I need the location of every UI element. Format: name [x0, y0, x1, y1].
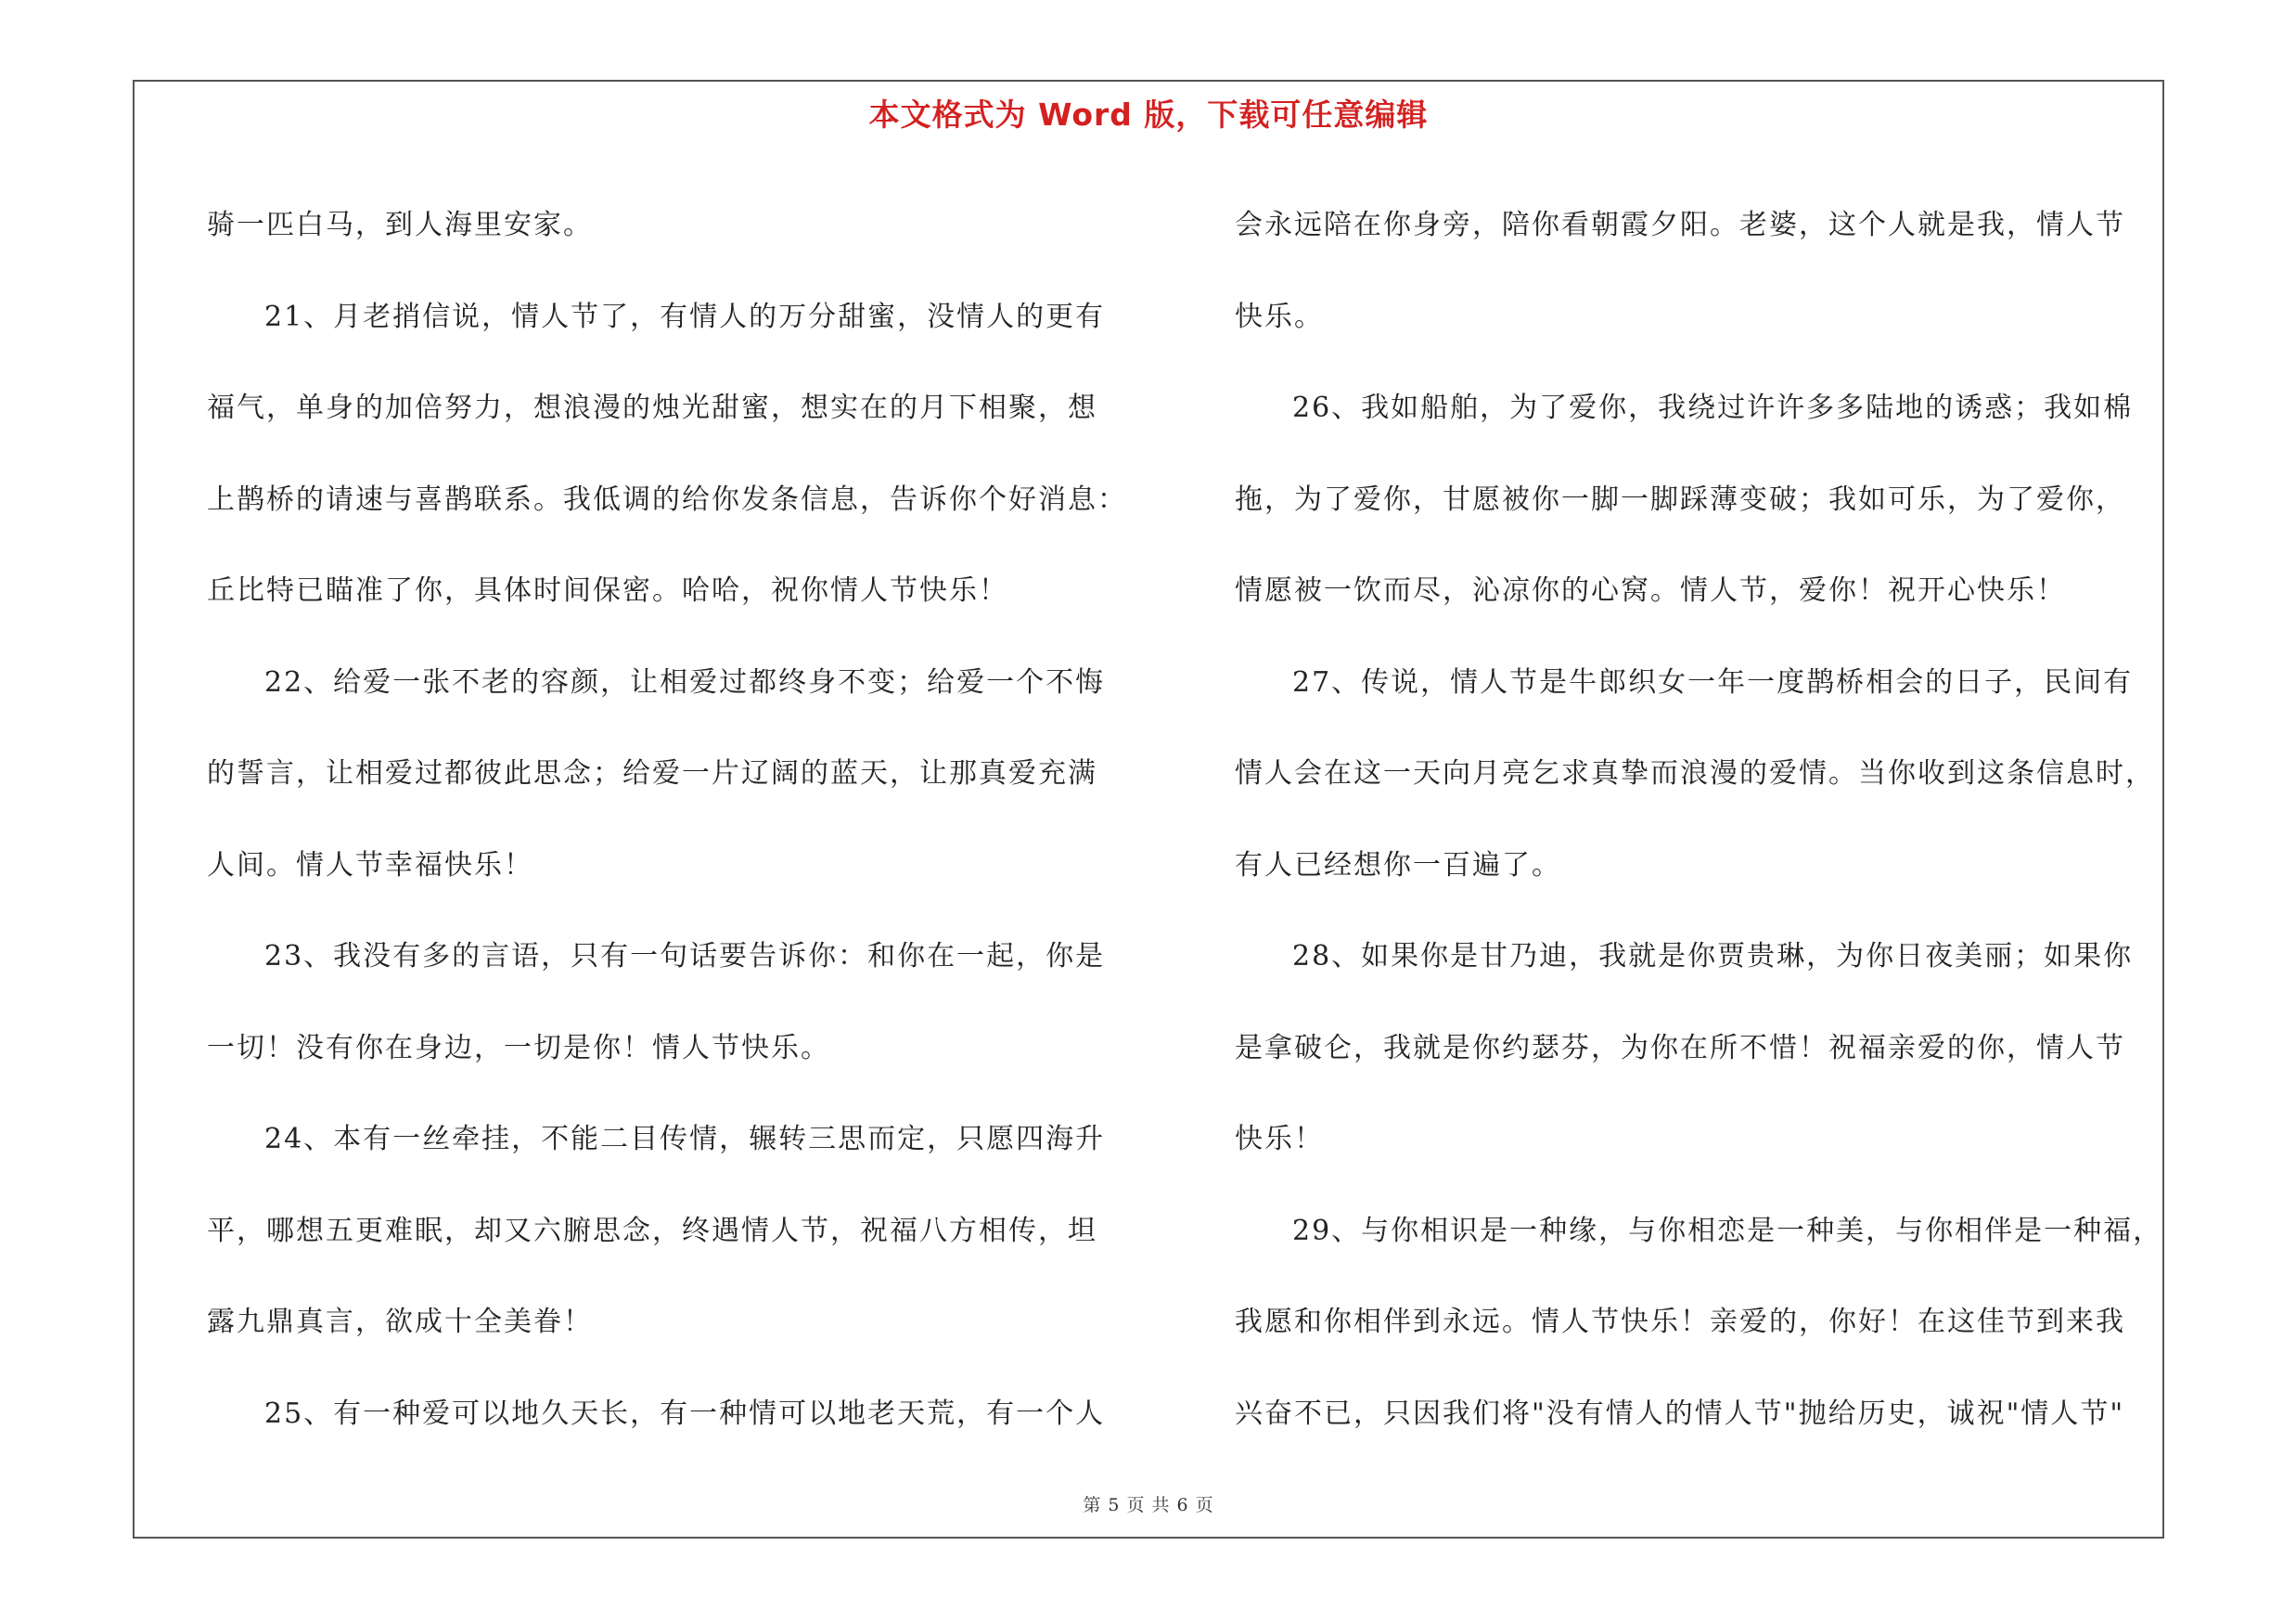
- page-number-footer: 第 5 页 共 6 页: [1083, 1495, 1214, 1515]
- text-line: 21、月老捎信说，情人节了，有情人的万分甜蜜，没情人的更有: [264, 300, 1106, 333]
- text-line: 我愿和你相伴到永远。情人节快乐！亲爱的，你好！在这佳节到来我: [1235, 1306, 2125, 1338]
- text-line: 拖，为了爱你，甘愿被你一脚一脚踩薄变破；我如可乐，为了爱你，: [1235, 483, 2125, 516]
- text-line: 人间。情人节幸福快乐！: [207, 848, 533, 882]
- text-line: 29、与你相识是一种缘，与你相恋是一种美，与你相伴是一种福，: [1292, 1214, 2163, 1247]
- left-column: [207, 180, 1142, 1460]
- text-line: 22、给爱一张不老的容颜，让相爱过都终身不变；给爱一个不悔: [264, 665, 1106, 699]
- text-line: 上鹊桥的请速与喜鹊联系。我低调的给你发条信息，告诉你个好消息：: [207, 483, 1127, 516]
- text-line: 情愿被一饮而尽，沁凉你的心窝。情人节，爱你！祝开心快乐！: [1235, 574, 2066, 607]
- text-line: 快乐。: [1235, 300, 1324, 333]
- text-line: 25、有一种爱可以地久天长，有一种情可以地老天荒，有一个人: [264, 1397, 1106, 1430]
- right-column: [1235, 180, 2162, 1460]
- text-line: 露九鼎真言，欲成十全美眷！: [207, 1306, 593, 1338]
- text-line: 丘比特已瞄准了你，具体时间保密。哈哈，祝你情人节快乐！: [207, 574, 1008, 607]
- page-frame: [133, 80, 2164, 1539]
- text-line: 会永远陪在你身旁，陪你看朝霞夕阳。老婆，这个人就是我，情人节: [1235, 209, 2125, 241]
- text-line: 28、如果你是甘乃迪，我就是你贾贵琳，为你日夜美丽；如果你: [1292, 940, 2134, 973]
- text-line: 情人会在这一天向月亮乞求真挚而浪漫的爱情。当你收到这条信息时，: [1235, 757, 2155, 790]
- text-line: 平，哪想五更难眠，却又六腑思念，终遇情人节，祝福八方相传，坦: [207, 1214, 1097, 1247]
- text-line: 24、本有一丝牵挂，不能二目传情，辗转三思而定，只愿四海升: [264, 1123, 1106, 1155]
- text-line: 兴奋不已，只因我们将"没有情人的情人节"抛给历史，诚祝"情人节": [1235, 1397, 2125, 1430]
- text-line: 一切！没有你在身边，一切是你！情人节快乐。: [207, 1031, 830, 1064]
- text-line: 26、我如船舶，为了爱你，我绕过许许多多陆地的诱惑；我如棉: [1292, 392, 2134, 424]
- text-line: 23、我没有多的言语，只有一句话要告诉你：和你在一起，你是: [264, 940, 1106, 973]
- text-line: 有人已经想你一百遍了。: [1235, 848, 1561, 882]
- text-line: 快乐！: [1235, 1123, 1324, 1155]
- text-line: 福气，单身的加倍努力，想浪漫的烛光甜蜜，想实在的月下相聚，想: [207, 392, 1097, 424]
- text-line: 的誓言，让相爱过都彼此思念；给爱一片辽阔的蓝天，让那真爱充满: [207, 757, 1097, 790]
- header-banner: 本文格式为 Word 版，下载可任意编辑: [868, 97, 1429, 133]
- text-line: 27、传说，情人节是牛郎织女一年一度鹊桥相会的日子，民间有: [1292, 665, 2134, 699]
- text-line: 是拿破仑，我就是你约瑟芬，为你在所不惜！祝福亲爱的你，情人节: [1235, 1031, 2125, 1064]
- text-line: 骑一匹白马，到人海里安家。: [207, 209, 593, 241]
